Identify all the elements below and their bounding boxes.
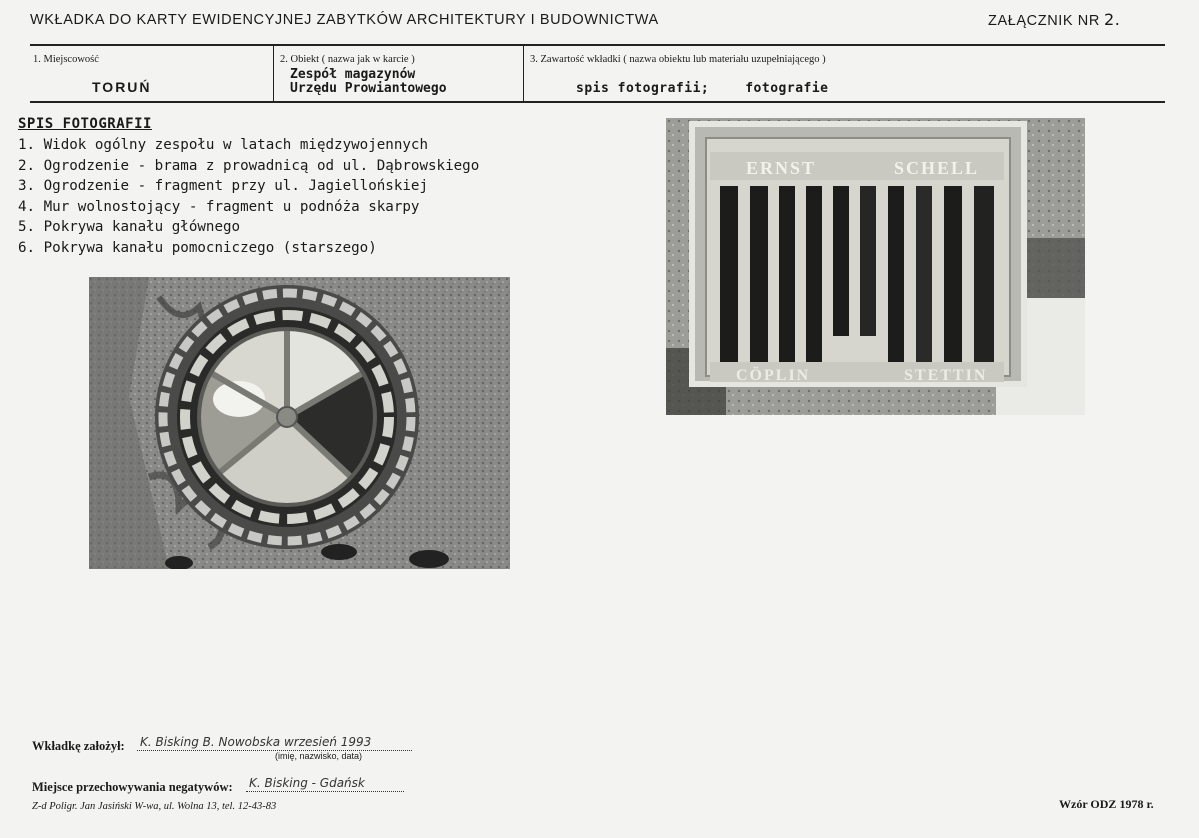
place-field-label: 1. Miejscowość: [33, 54, 99, 65]
section-rule: [30, 101, 1165, 103]
photo-list: [18, 135, 479, 258]
annex-number: 2.: [1103, 10, 1121, 29]
created-by-hint: (imię, nazwisko, data): [275, 751, 363, 761]
grate-text-bottom-left: CÖPLIN: [736, 367, 811, 384]
list-item: 2. Ogrodzenie - brama z prowadnicą od ul. Dąbrowskiego: [18, 157, 480, 174]
list-item: 5. Pokrywa kanału głównego: [18, 219, 241, 235]
annex-label: [988, 10, 1120, 29]
content-field-label: 3. Zawartość wkładki ( nazwa obiektu lub materiału uzupełniającego ): [530, 54, 826, 65]
grate-text-bottom-right: STETTIN: [904, 367, 988, 384]
created-by-label: Wkładkę założył:: [32, 739, 125, 753]
list-item: 1. Widok ogólny zespołu w latach międzywojennych: [18, 137, 428, 153]
content-field-value: [576, 81, 829, 96]
drain-grate-photo: [666, 118, 1085, 415]
grate-text-top-right: SCHELL: [894, 158, 980, 178]
grate-text-top-left: ERNST: [746, 158, 817, 178]
manhole-cover-image: [89, 277, 510, 569]
manhole-cover-photo: [89, 277, 510, 569]
list-item: 4. Mur wolnostojący - fragment u podnóża skarpy: [18, 198, 420, 215]
negatives-label: Miejsce przechowywania negatywów:: [32, 780, 233, 794]
list-item: 6. Pokrywa kanału pomocniczego (starszego): [18, 239, 377, 256]
created-by-value: K. Bisking B. Nowobska wrzesień 1993: [140, 735, 372, 749]
card-title: WKŁADKA DO KARTY EWIDENCYJNEJ ZABYTKÓW ARCHITEKTURY I BUDOWNICTWA: [30, 12, 659, 28]
printer-info: Z-d Poligr. Jan Jasiński W-wa, ul. Wolna 13, tel. 12-43-83: [32, 801, 277, 812]
list-item: 3. Ogrodzenie - fragment przy ul. Jagiellońskiej: [18, 178, 428, 194]
content-value-list: spis fotografii;: [576, 81, 710, 96]
photo-list-title: SPIS FOTOGRAFII: [18, 116, 152, 132]
top-rule: [30, 44, 1165, 46]
content-value-photos: fotografie: [745, 81, 829, 96]
annex-label-text: ZAŁĄCZNIK NR: [988, 13, 1100, 29]
form-id: Wzór ODZ 1978 r.: [1059, 797, 1154, 811]
object-field-value-line1: Zespół magazynów: [290, 67, 416, 82]
negatives-line: [246, 791, 404, 792]
column-divider-1: [273, 46, 274, 102]
object-field-value-line2: Urzędu Prowiantowego: [290, 81, 447, 96]
column-divider-2: [523, 46, 524, 102]
drain-grate-image: [666, 118, 1085, 415]
object-field-label: 2. Obiekt ( nazwa jak w karcie ): [280, 54, 415, 65]
negatives-value: K. Bisking - Gdańsk: [249, 776, 365, 790]
place-field-value: TORUŃ: [92, 79, 152, 95]
